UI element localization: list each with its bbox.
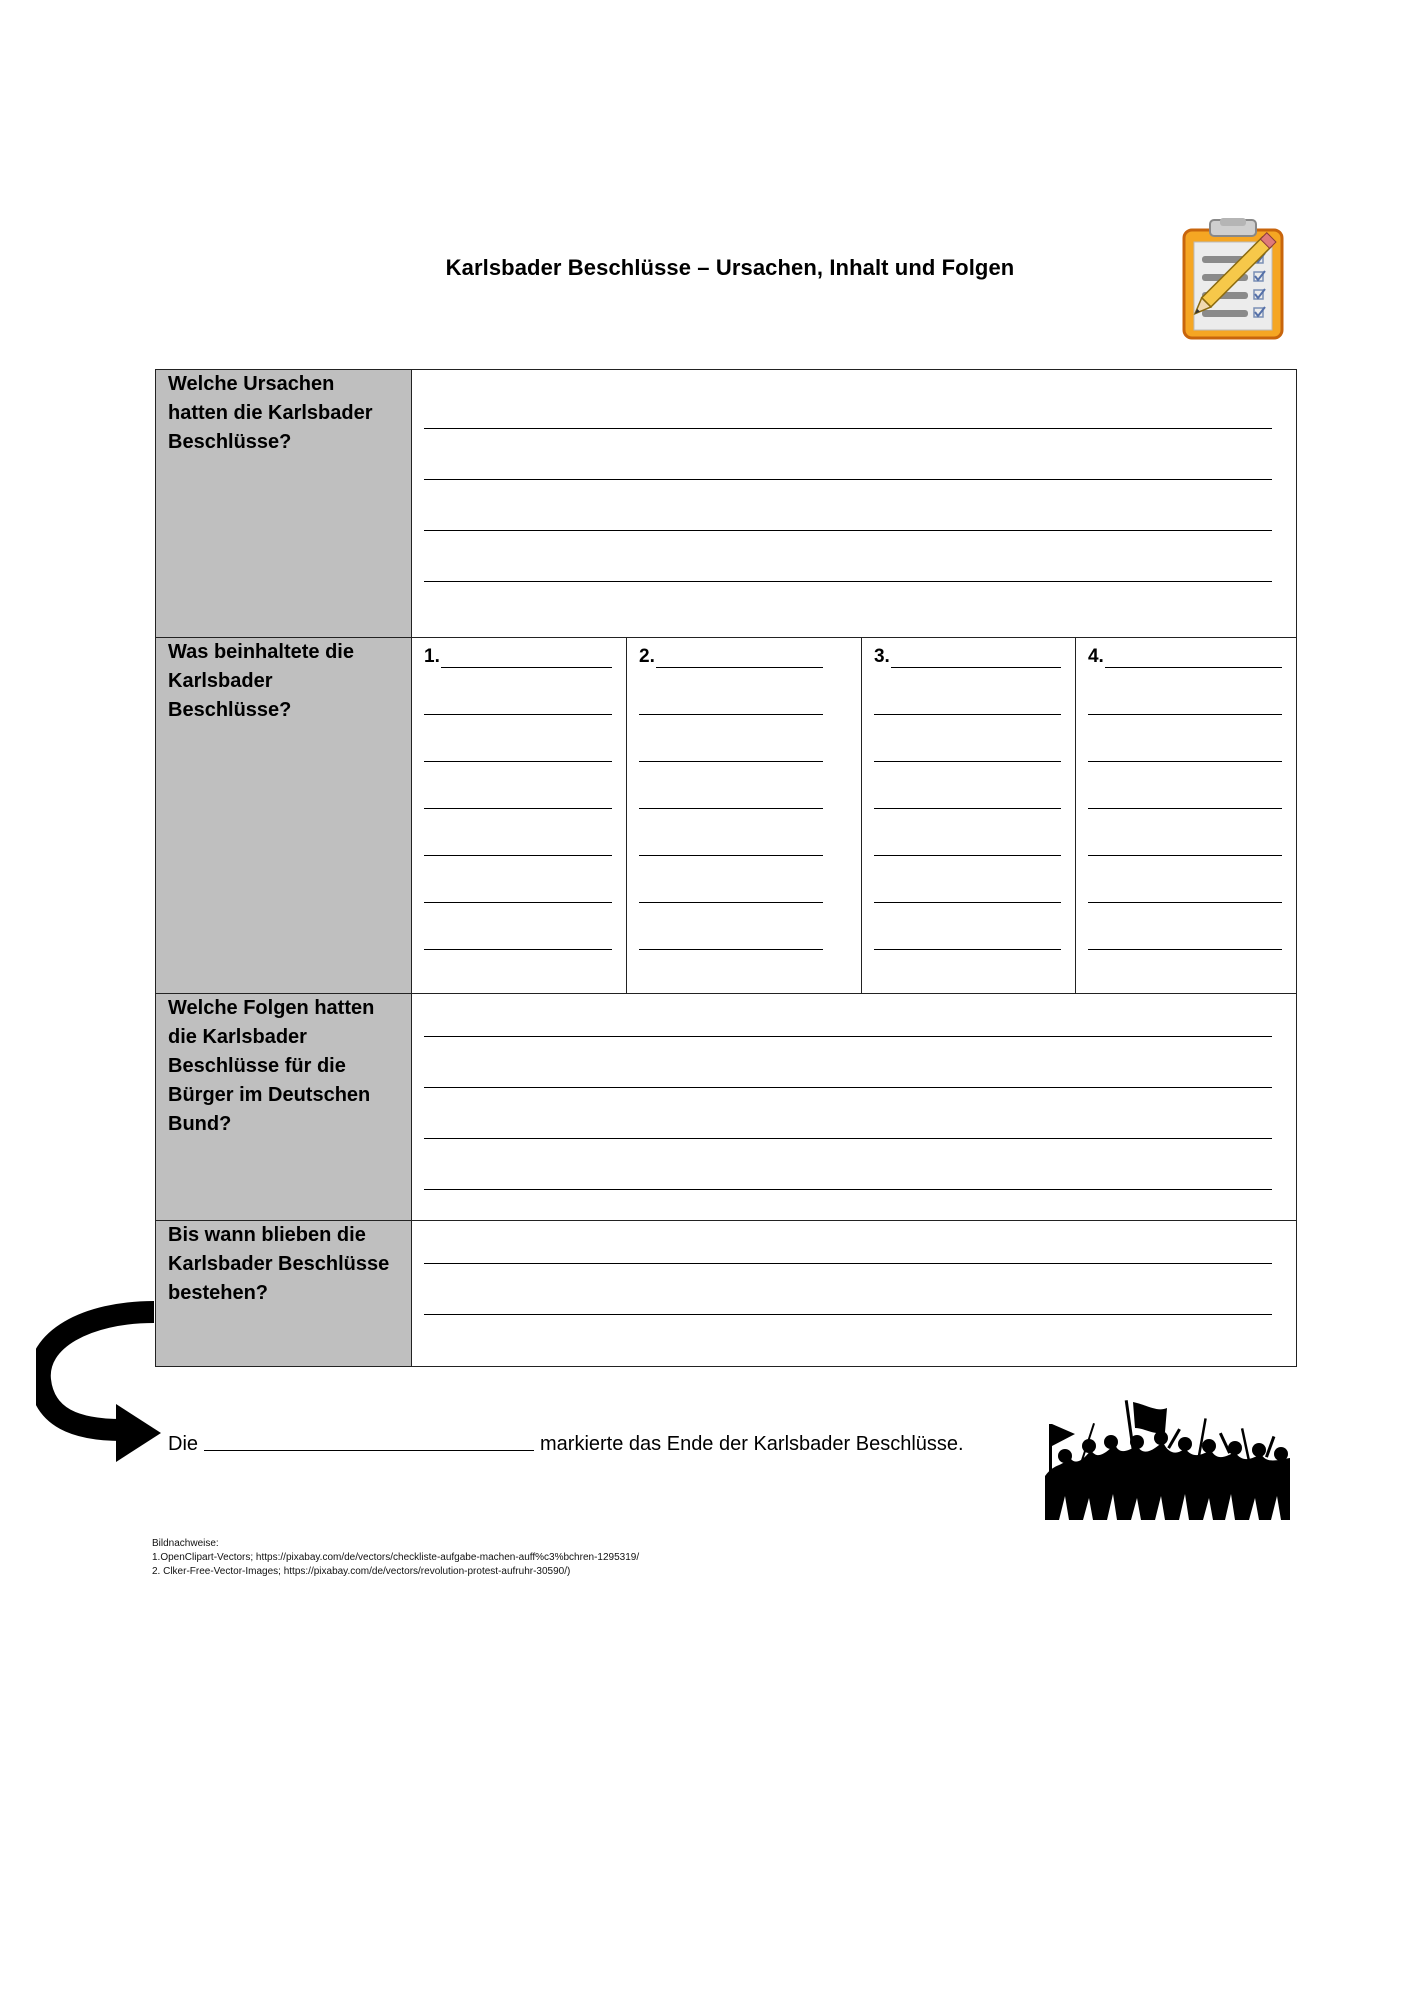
answer-column-3[interactable] — [861, 638, 1075, 993]
credits-line-1: 1.OpenClipart-Vectors; https://pixabay.com/de/vectors/checkliste-aufgabe-machen-auff%c3%bchren-1295319/ — [152, 1552, 640, 1563]
row-duration — [156, 1221, 1297, 1367]
answer-line[interactable] — [424, 1224, 1272, 1264]
question-cell — [156, 1221, 412, 1367]
answer-column-4[interactable] — [1075, 638, 1296, 993]
worksheet-table — [155, 369, 1297, 1367]
answer-lines[interactable] — [412, 994, 1296, 1190]
question-cell — [156, 994, 412, 1221]
question-causes: Welche Ursachen hatten die Karlsbader Beschlüsse? — [168, 373, 373, 453]
answer-line[interactable] — [424, 1037, 1272, 1088]
answer-line[interactable] — [424, 997, 1272, 1037]
sentence-blank[interactable] — [204, 1449, 534, 1451]
column-number: 4. — [1087, 646, 1104, 667]
row-consequences — [156, 994, 1297, 1221]
answer-line[interactable] — [424, 531, 1272, 582]
answer-line[interactable] — [424, 480, 1272, 531]
clipboard-checklist-icon — [1170, 218, 1290, 342]
answer-line[interactable] — [424, 1264, 1272, 1315]
column-number: 2. — [639, 646, 655, 667]
answer-columns-cell — [412, 638, 1297, 994]
revolution-crowd-silhouette — [1045, 1398, 1290, 1520]
column-number: 3. — [873, 646, 890, 667]
column-number: 1. — [424, 646, 440, 667]
question-cell — [156, 370, 412, 638]
credits-line-2: 2. Clker-Free-Vector-Images; https://pixabay.com/de/vectors/revolution-protest-aufruhr-30590/) — [152, 1566, 571, 1577]
answer-lines[interactable] — [412, 1221, 1296, 1315]
answer-line[interactable] — [424, 1088, 1272, 1139]
question-contents: Was beinhaltete die Karlsbader Beschlüsse? — [168, 641, 354, 721]
answer-column-1[interactable] — [412, 638, 626, 993]
answer-cell[interactable] — [412, 1221, 1297, 1367]
answer-column-2[interactable] — [626, 638, 861, 993]
question-duration: Bis wann blieben die Karlsbader Beschlüsse bestehen? — [168, 1224, 390, 1304]
curved-arrow-icon — [36, 1300, 166, 1470]
answer-line[interactable] — [424, 429, 1272, 480]
question-consequences: Welche Folgen hatten die Karlsbader Beschlüsse für die Bürger im Deutschen Bund? — [168, 997, 375, 1135]
answer-cell[interactable] — [412, 370, 1297, 638]
answer-lines[interactable] — [412, 370, 1296, 582]
sentence-after: markierte das Ende der Karlsbader Beschlüsse. — [540, 1433, 964, 1455]
credits-heading: Bildnachweise: — [152, 1538, 219, 1549]
answer-cell[interactable] — [412, 994, 1297, 1221]
row-causes — [156, 370, 1297, 638]
answer-line[interactable] — [424, 392, 1272, 429]
image-credits — [152, 1537, 639, 1579]
worksheet-title: Karlsbader Beschlüsse – Ursachen, Inhalt und Folgen — [445, 255, 1015, 280]
completion-sentence — [168, 1433, 964, 1456]
row-contents — [156, 638, 1297, 994]
answer-line[interactable] — [424, 1139, 1272, 1190]
question-cell — [156, 638, 412, 994]
sentence-before: Die — [168, 1433, 199, 1455]
